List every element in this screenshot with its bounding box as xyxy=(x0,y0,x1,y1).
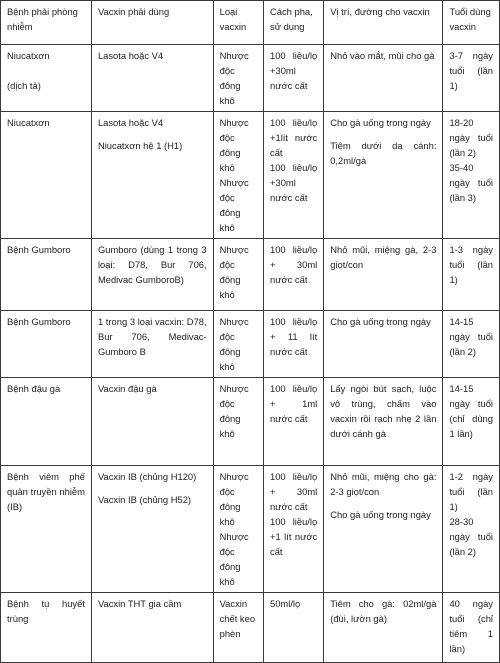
cell-type: Nhược độc đông khô xyxy=(213,45,263,112)
cell-vaccine xyxy=(91,112,213,239)
cell-route: Nhỏ mũi, miệng gà, 2-3 giọt/con xyxy=(324,239,443,311)
cell-type: Nhược độc đông khô xyxy=(213,311,263,378)
table-header-row xyxy=(1,1,500,45)
mix-primary: 100 liều/lọ + 30ml nước cất xyxy=(270,471,318,512)
cell-disease: Bệnh viêm phế quản truyền nhiễm (IB) xyxy=(1,466,92,593)
table-row xyxy=(1,311,500,378)
cell-disease: Bệnh Gumboro xyxy=(1,239,92,311)
cell-mix: 50ml/lọ xyxy=(264,593,324,663)
cell-type xyxy=(213,112,263,239)
cell-age: 40 ngày tuổi (chỉ tiêm 1 lần) xyxy=(443,593,500,663)
cell-mix xyxy=(264,112,324,239)
table-row xyxy=(1,112,500,239)
age-secondary: 35-40 ngày tuổi (lần 3) xyxy=(449,162,493,203)
mix-primary: 100 liều/lọ +1lít nước cất xyxy=(270,117,318,158)
cell-mix: 100 liều/lọ + 1ml nước cất xyxy=(264,378,324,466)
route-primary: Cho gà uống trong ngày xyxy=(330,117,431,128)
age-primary: 18-20 ngày tuổi (lần 2) xyxy=(449,117,493,158)
cell-disease xyxy=(1,45,92,112)
age-secondary: 28-30 ngày tuổi (lần 2) xyxy=(449,516,493,557)
cell-type: Nhược độc đông khô xyxy=(213,239,263,311)
cell-disease: Niucatxơn xyxy=(1,112,92,239)
cell-age xyxy=(443,112,500,239)
cell-vaccine: Lasota hoặc V4 xyxy=(91,45,213,112)
cell-age: 14-15 ngày tuổi (chỉ dùng 1 lần) xyxy=(443,378,500,466)
header-disease: Bệnh phải phòng nhiễm xyxy=(1,1,92,45)
cell-vaccine: 1 trong 3 loại vacxin: D78, Bur 706, Medivac-Gumboro B xyxy=(91,311,213,378)
sub-spacer xyxy=(330,499,436,507)
cell-disease: Bệnh Gumboro xyxy=(1,311,92,378)
cell-type xyxy=(213,466,263,593)
cell-type: Vacxin chết keo phèn xyxy=(213,593,263,663)
table-row xyxy=(1,593,500,663)
cell-mix: 100 liều/lọ +30ml nước cất xyxy=(264,45,324,112)
cell-route: Lấy ngòi bút sạch, luộc vô trùng, chấm vào vacxin rồi rạch nhẹ 2 lần dưới cánh gà xyxy=(324,378,443,466)
cell-age: 3-7 ngày tuổi (lần 1) xyxy=(443,45,500,112)
table-row xyxy=(1,466,500,593)
cell-route: Nhỏ vào mắt, mũi cho gà xyxy=(324,45,443,112)
cell-vaccine xyxy=(91,466,213,593)
header-age: Tuổi dùng vacxin xyxy=(443,1,500,45)
route-secondary: Tiêm dưới da cánh: 0,2ml/gà xyxy=(330,140,437,166)
cell-mix: 100 liều/lọ + 11 lít nước cất xyxy=(264,311,324,378)
type-primary: Nhược độc đông khô xyxy=(219,117,249,173)
header-route: Vị trí, đường cho vacxin xyxy=(324,1,443,45)
cell-mix xyxy=(264,466,324,593)
mix-secondary: 100 liều/lọ +30ml nước cất xyxy=(270,162,318,203)
age-primary: 1-2 ngày tuổi (lần 1) xyxy=(449,471,493,512)
disease-text: Niucatxơn (dịch tả) xyxy=(7,50,50,91)
table-row xyxy=(1,45,500,112)
sub-spacer xyxy=(98,484,207,492)
cell-age: 1-3 ngày tuổi (lần 1) xyxy=(443,239,500,311)
cell-vaccine: Vacxin đậu gà xyxy=(91,378,213,466)
cell-mix: 100 liều/lọ + 30ml nước cất xyxy=(264,239,324,311)
cell-route xyxy=(324,112,443,239)
type-primary: Nhược độc đông khô xyxy=(219,471,249,527)
sub-spacer xyxy=(98,130,207,138)
table-row xyxy=(1,239,500,311)
vaccine-secondary: Vacxin IB (chủng H52) xyxy=(97,494,192,505)
type-secondary: Nhược độc đông khô xyxy=(219,177,249,233)
cell-route: Tiêm cho gà: 02ml/gà (đùi, lườn gà) xyxy=(324,593,443,663)
cell-route: Cho gà uống trong ngày xyxy=(324,311,443,378)
vaccine-primary: Vacxin IB (chủng H120) xyxy=(97,471,197,482)
cell-vaccine: Vacxin THT gia cầm xyxy=(91,593,213,663)
cell-age: 14-15 ngày tuổi (lần 2) xyxy=(443,311,500,378)
cell-vaccine: Gumboro (dùng 1 trong 3 loại: D78, Bur 706, Medivac GumboroB) xyxy=(91,239,213,311)
vaccine-primary: Lasota hoặc V4 xyxy=(97,117,164,128)
header-mix: Cách pha, sử dụng xyxy=(264,1,324,45)
sub-spacer xyxy=(330,130,436,138)
cell-disease: Bệnh tụ huyết trùng xyxy=(1,593,92,663)
header-type: Loại vacxin xyxy=(213,1,263,45)
cell-disease: Bệnh đậu gà xyxy=(1,378,92,466)
table-row xyxy=(1,378,500,466)
route-primary: Nhỏ mũi, miệng cho gà: 2-3 giọt/con xyxy=(330,471,437,497)
header-vaccine: Vacxin phải dùng xyxy=(91,1,213,45)
mix-secondary: 100 liều/lọ +1 lít nước cất xyxy=(270,516,318,557)
cell-age xyxy=(443,466,500,593)
cell-type: Nhược độc đông khô xyxy=(213,378,263,466)
vaccine-secondary: Niucatxơn hệ 1 (H1) xyxy=(97,140,183,151)
cell-route xyxy=(324,466,443,593)
type-secondary: Nhược độc đông khô xyxy=(219,531,249,587)
route-secondary: Cho gà uống trong ngày xyxy=(330,509,431,520)
